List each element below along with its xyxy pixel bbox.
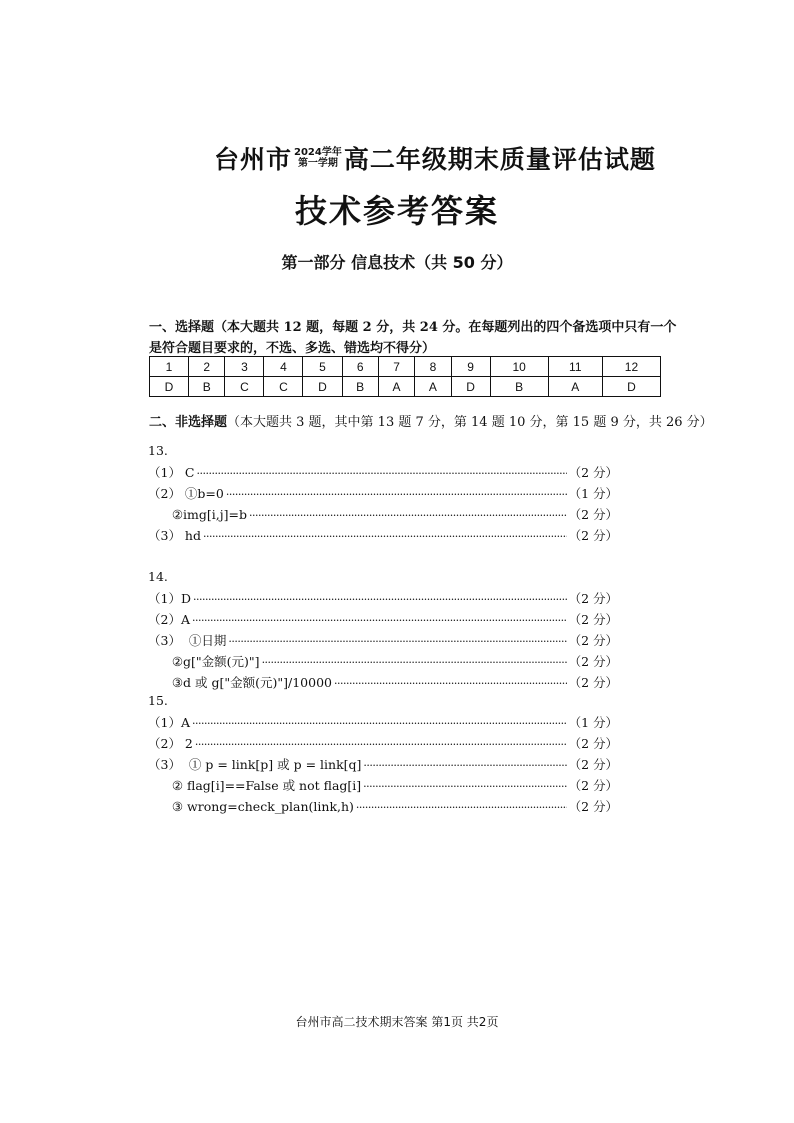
answer-label: ③ wrong=check_plan(link,h) xyxy=(148,799,354,814)
q15-answer-line xyxy=(148,713,618,731)
question-number-cell: 5 xyxy=(303,357,342,377)
answer-label: （3） ①日期 xyxy=(148,633,227,648)
score-label: （2 分） xyxy=(568,507,618,522)
question-number-row xyxy=(150,357,661,377)
part-heading: 第一部分 信息技术（共 50 分） xyxy=(281,253,513,272)
answer-cell: B xyxy=(490,377,548,397)
answer-label: （1）A xyxy=(148,715,190,730)
dot-leader xyxy=(192,614,567,627)
q13-answer-line xyxy=(148,484,618,502)
answer-label: （2）A xyxy=(148,612,190,627)
answer-cell: D xyxy=(303,377,342,397)
q15-answer-line xyxy=(148,755,618,773)
answer-label: （2） 2 xyxy=(148,736,193,751)
dot-leader xyxy=(334,677,567,690)
q15-answer-line xyxy=(148,776,618,794)
answer-label: （3） ① p = link[p] 或 p = link[q] xyxy=(148,757,362,772)
question-number-cell: 12 xyxy=(602,357,660,377)
dot-leader xyxy=(195,738,567,751)
score-label: （2 分） xyxy=(568,633,618,648)
q15-answer-line xyxy=(148,734,618,752)
score-label: （1 分） xyxy=(568,715,618,730)
answer-label: ② flag[i]==False 或 not flag[i] xyxy=(148,778,362,793)
answer-label: （1）D xyxy=(148,591,191,606)
exam-title xyxy=(214,140,656,176)
q14-answer-line xyxy=(148,652,618,670)
answer-cell: A xyxy=(378,377,414,397)
q13-answer-line xyxy=(148,505,618,523)
title-rest: 高二年级期末质量评估试题 xyxy=(343,145,656,174)
dot-leader xyxy=(197,467,567,480)
answer-row xyxy=(150,377,661,397)
answer-cell: D xyxy=(451,377,490,397)
answer-label: （3） hd xyxy=(148,528,201,543)
answer-cell: D xyxy=(602,377,660,397)
question-number-cell: 2 xyxy=(189,357,225,377)
q14-answer-line xyxy=(148,631,618,649)
score-label: （2 分） xyxy=(568,591,618,606)
dot-leader xyxy=(203,530,567,543)
answer-label: （1） C xyxy=(148,465,195,480)
q13-answer-line xyxy=(148,526,618,544)
answer-label: ②g["金额(元)"] xyxy=(148,654,260,669)
score-label: （2 分） xyxy=(568,465,618,480)
section1-desc-line1: （本大题共 12 题，每题 2 分，共 24 分。在每题列出的四个备选项中只有一个 xyxy=(214,320,677,335)
dot-leader xyxy=(193,593,567,606)
answer-label: ③d 或 g["金额(元)"]/10000 xyxy=(148,675,332,690)
question-number-cell: 4 xyxy=(264,357,303,377)
q14-answer-line xyxy=(148,589,618,607)
score-label: （2 分） xyxy=(568,654,618,669)
q15-answer-line xyxy=(148,797,618,815)
q14-number: 14. xyxy=(148,569,168,584)
title-term: 第一学期 xyxy=(297,158,338,169)
score-label: （2 分） xyxy=(568,528,618,543)
title-city: 台州市 xyxy=(214,145,293,174)
question-number-cell: 11 xyxy=(548,357,602,377)
section1-title: 一、选择题 xyxy=(149,320,215,335)
score-label: （2 分） xyxy=(568,757,618,772)
answer-cell: A xyxy=(415,377,451,397)
answer-cell: C xyxy=(225,377,264,397)
q14-answer-line xyxy=(148,610,618,628)
score-label: （2 分） xyxy=(568,778,618,793)
q13-answer-line xyxy=(148,463,618,481)
answer-cell: D xyxy=(150,377,189,397)
section2-desc: （本大题共 3 题，其中第 13 题 7 分，第 14 题 10 分，第 15 题 9 分，共 26 分） xyxy=(227,415,713,430)
section2-heading xyxy=(149,411,713,430)
dot-leader xyxy=(262,656,567,669)
question-number-cell: 6 xyxy=(342,357,378,377)
title-year: 2024学年 xyxy=(294,147,342,158)
question-number-cell: 7 xyxy=(378,357,414,377)
page-footer: 台州市高二技术期末答案 第1页 共2页 xyxy=(295,1015,499,1029)
question-number-cell: 1 xyxy=(150,357,189,377)
score-label: （2 分） xyxy=(568,612,618,627)
question-number-cell: 3 xyxy=(225,357,264,377)
question-number-cell: 9 xyxy=(451,357,490,377)
q15-number: 15. xyxy=(148,693,168,708)
section2-title: 二、非选择题 xyxy=(149,415,228,430)
score-label: （2 分） xyxy=(568,799,618,814)
section1-desc-line2: 是符合题目要求的，不选、多选、错选均不得分） xyxy=(149,341,436,356)
answer-cell: C xyxy=(264,377,303,397)
dot-leader xyxy=(226,488,567,501)
question-number-cell: 10 xyxy=(490,357,548,377)
answer-cell: B xyxy=(189,377,225,397)
dot-leader xyxy=(228,635,566,648)
dot-leader xyxy=(356,801,567,814)
dot-leader xyxy=(363,780,566,793)
score-label: （2 分） xyxy=(568,675,618,690)
dot-leader xyxy=(192,717,567,730)
answer-cell: B xyxy=(342,377,378,397)
q13-number: 13. xyxy=(148,443,168,458)
score-label: （2 分） xyxy=(568,736,618,751)
page-subtitle: 技术参考答案 xyxy=(294,192,499,230)
section1-heading-line1 xyxy=(149,316,676,335)
answer-table xyxy=(149,356,661,397)
q14-answer-line xyxy=(148,673,618,691)
answer-label: （2） ①b=0 xyxy=(148,486,224,501)
dot-leader xyxy=(249,509,567,522)
title-year-term xyxy=(294,147,342,169)
question-number-cell: 8 xyxy=(415,357,451,377)
score-label: （1 分） xyxy=(568,486,618,501)
answer-cell: A xyxy=(548,377,602,397)
dot-leader xyxy=(363,759,566,772)
answer-label: ②img[i,j]=b xyxy=(148,507,247,522)
